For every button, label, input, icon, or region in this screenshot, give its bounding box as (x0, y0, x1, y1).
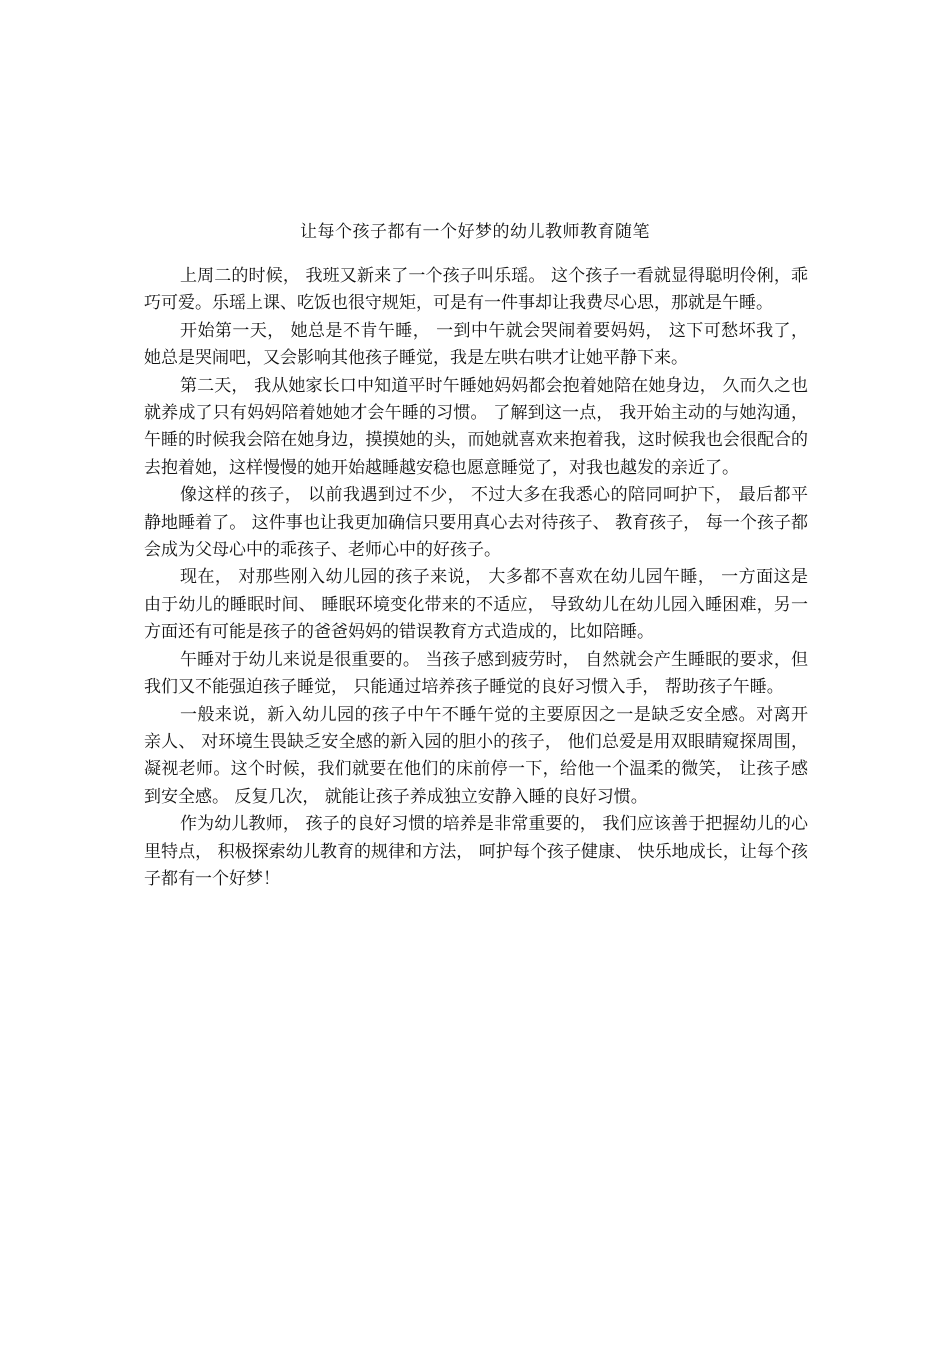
paragraph-4: 像这样的孩子， 以前我遇到过不少， 不过大多在我悉心的陪同呵护下， 最后都平静地睡着了。 这件事也让我更加确信只要用真心去对待孩子、 教育孩子， 每一个孩子都会成为父母心中的乖孩子、老师心中的好孩子。 (144, 485, 808, 561)
document-body (144, 263, 808, 893)
paragraph-1: 上周二的时候， 我班又新来了一个孩子叫乐瑶。 这个孩子一看就显得聪明伶俐，乖巧可爱。乐瑶上课、吃饭也很守规矩，可是有一件事却让我费尽心思，那就是午睡。 (144, 266, 808, 314)
paragraph-5: 现在， 对那些刚入幼儿园的孩子来说， 大多都不喜欢在幼儿园午睡， 一方面这是由于幼儿的睡眠时间、 睡眠环境变化带来的不适应， 导致幼儿在幼儿园入睡困难，另一方面还有可能是孩子的爸爸妈妈的错误教育方式造成的，比如陪睡。 (144, 567, 808, 643)
paragraph-6: 午睡对于幼儿来说是很重要的。 当孩子感到疲劳时， 自然就会产生睡眠的要求，但我们又不能强迫孩子睡觉， 只能通过培养孩子睡觉的良好习惯入手， 帮助孩子午睡。 (144, 649, 808, 698)
paragraph-2: 开始第一天， 她总是不肯午睡， 一到中午就会哭闹着要妈妈， 这下可愁坏我了，她总是哭闹吧，又会影响其他孩子睡觉，我是左哄右哄才让她平静下来。 (144, 320, 808, 369)
paragraph-7: 一般来说，新入幼儿园的孩子中午不睡午觉的主要原因之一是缺乏安全感。对离开亲人、 对环境生畏缺乏安全感的新入园的胆小的孩子， 他们总爱是用双眼睛窥探周围，凝视老师。这个时候，我们就要在他们的床前停一下，给他一个温柔的微笑， 让孩子感到安全感。 反复几次， 就能让孩子养成独立安静入睡的良好习惯。 (144, 704, 808, 807)
paragraph-8: 作为幼儿教师， 孩子的良好习惯的培养是非常重要的， 我们应该善于把握幼儿的心里特点， 积极探索幼儿教育的规律和方法， 呵护每个孩子健康、 快乐地成长，让每个孩子都有一个好梦！ (144, 814, 808, 889)
document-title: 让每个孩子都有一个好梦的幼儿教师教育随笔 (300, 222, 650, 242)
paragraph-3: 第二天， 我从她家长口中知道平时午睡她妈妈都会抱着她陪在她身边， 久而久之也就养成了只有妈妈陪着她她才会午睡的习惯。 了解到这一点， 我开始主动的与她沟通，午睡的时候我会陪在她身边，摸摸她的头，而她就喜欢来抱着我，这时候我也会很配合的去抱着她，这样慢慢的她开始越睡越安稳也愿意睡觉了，对我也越发的亲近了。 (144, 375, 808, 478)
